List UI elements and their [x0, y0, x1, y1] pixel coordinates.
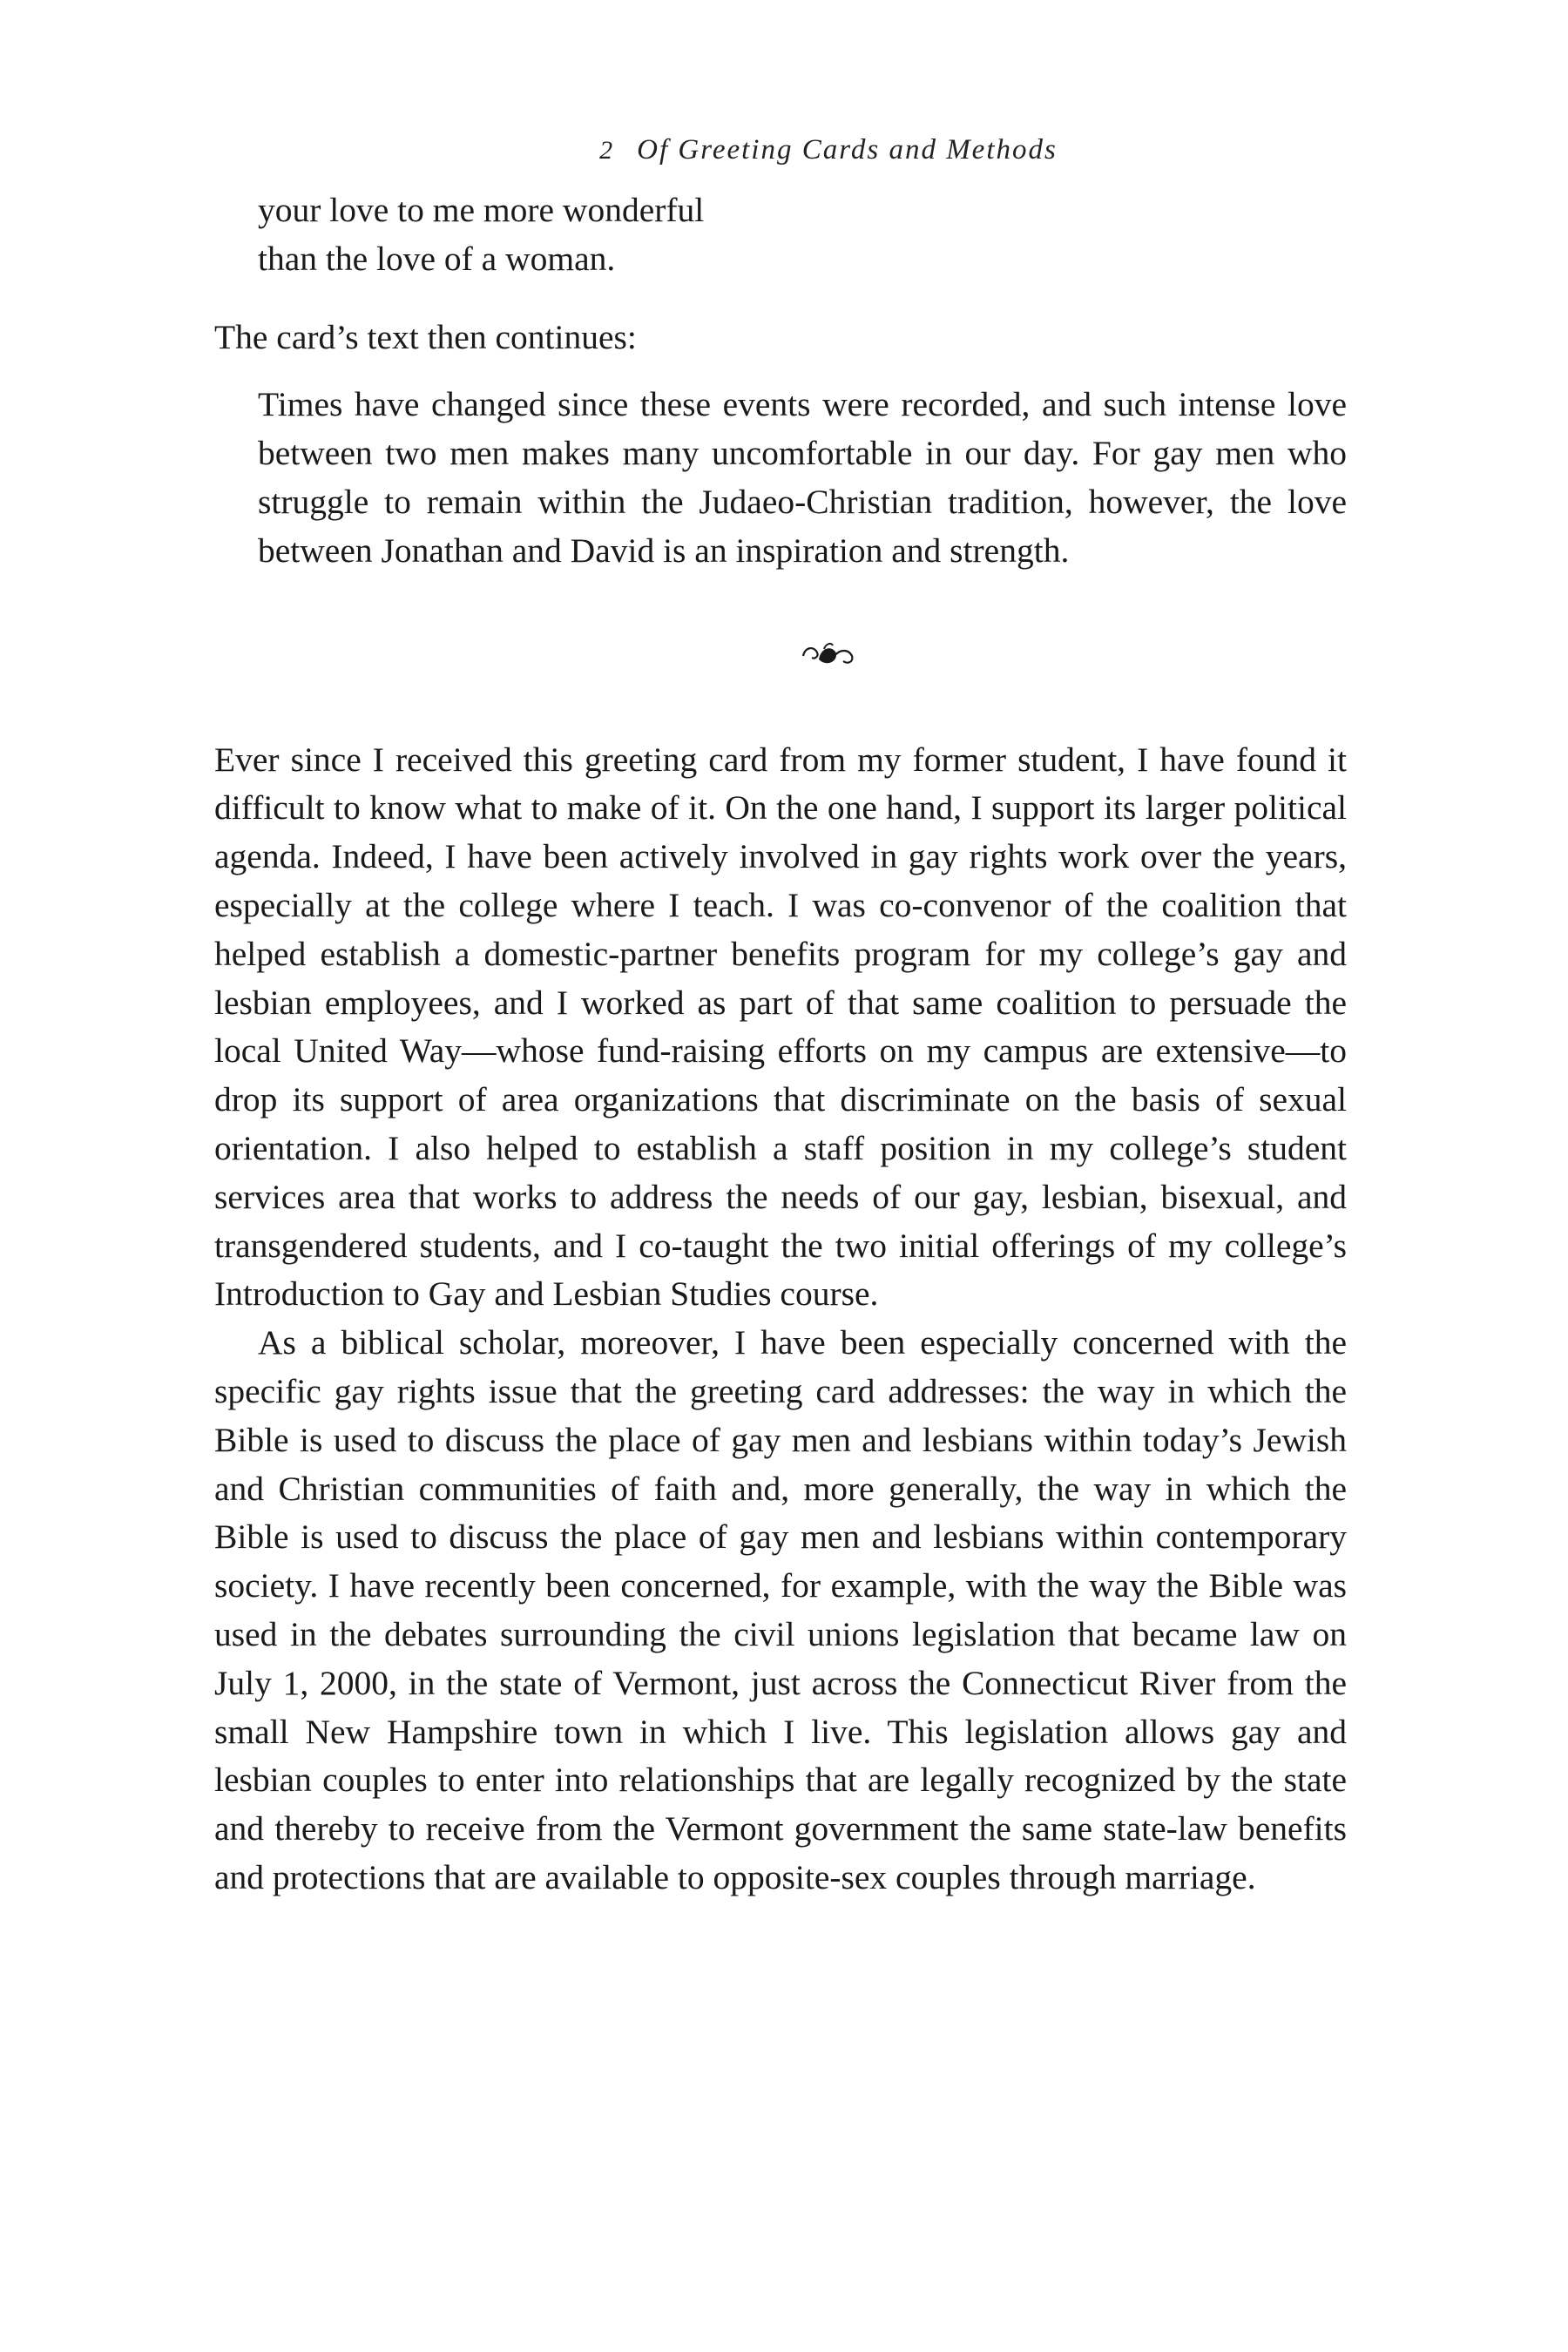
body-paragraph-2: As a biblical scholar, moreover, I have been especially concerned with the specific gay rights issue that the greeting card addresses: the way in which the Bible is used to discuss the place of gay men and lesbians within today’s Jewish and Christian communities of faith and, more generally, the way in which the Bible is used to discuss the place of gay men and lesbians within contemporary society. I have recently been concerned, for example, with the way the Bible was used in the debates surrounding the civil unions legislation that became law on July 1, 2000, in the state of Vermont, just across the Connecticut River from the small New Hampshire town in which I live. This legislation allows gay and lesbian couples to enter into relationships that are legally recognized by the state and thereby to receive from the Vermont government the same state-law benefits and protections that are available to opposite-sex couples through marriage. — [214, 1323, 1347, 1896]
page-number: 2 — [599, 136, 615, 165]
verse-line-1: your love to me more wonderful — [258, 191, 705, 229]
body-paragraph-1: Ever since I received this greeting card from my former student, I have found it difficult to know what to make of it. On the one hand, I support its larger political agenda. Indeed, I have been actively involved in gay rights work over the years, especially at the college where I teach. I was co-convenor of the coalition that helped establish a domestic-partner benefits program for my college’s gay and lesbian employees, and I worked as part of that same coalition to persuade the local United Way—whose fund-raising efforts on my campus are extensive—to drop its support of area organizations that discriminate on the basis of sexual orientation. I also helped to establish a staff position in my college’s student services area that works to address the needs of our gay, lesbian, bisexual, and transgendered students, and I co-taught the two initial offerings of my college’s Introduction to Gay and Lesbian Studies course. — [214, 740, 1347, 1314]
verse-quote — [214, 186, 1347, 284]
running-head — [310, 131, 1347, 169]
verse-line-2: than the love of a woman. — [258, 239, 616, 278]
fleuron-ornament-icon — [310, 637, 1347, 672]
chapter-title: Of Greeting Cards and Methods — [637, 134, 1058, 166]
book-page — [214, 131, 1347, 1903]
intro-line: The card’s text then continues: — [214, 317, 637, 356]
card-text-blockquote: Times have changed since these events were recorded, and such intense love between two men makes many uncomfortable in our day. For gay men who struggle to remain within the Judaeo-Christian tradition, however, the love between Jonathan and David is an inspiration and strength. — [258, 385, 1347, 570]
